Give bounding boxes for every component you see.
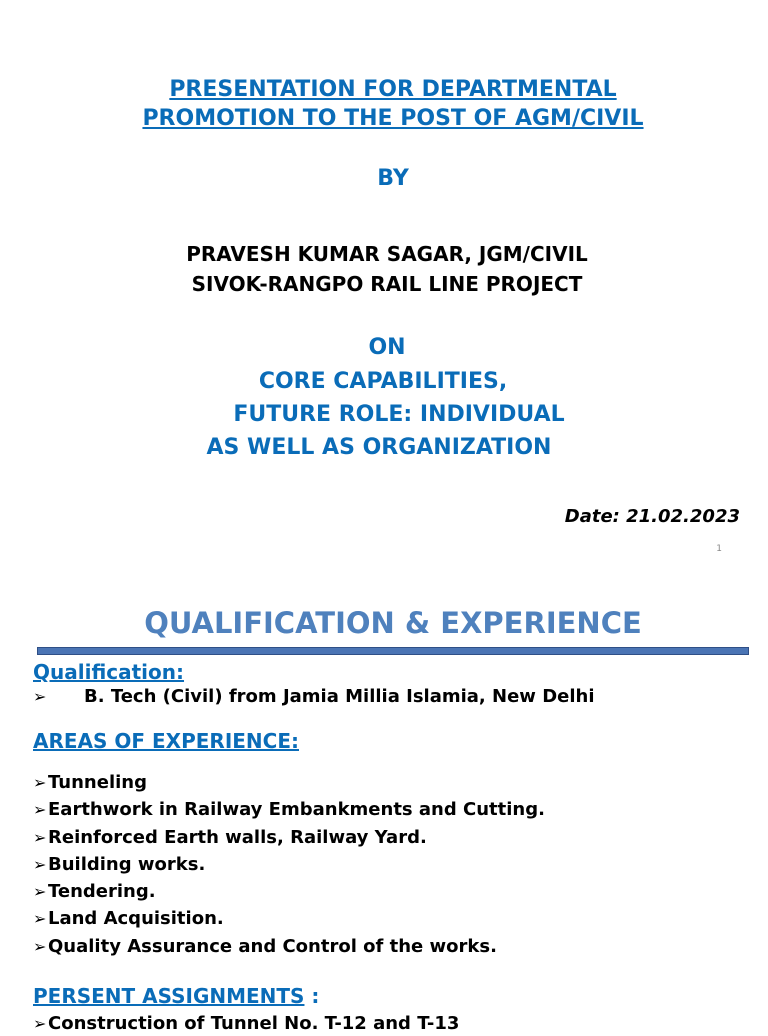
arrow-bullet-icon: ➢ [33,909,47,929]
list-item [33,851,545,878]
on-label: ON [368,335,406,360]
experience-text: Building works. [48,853,206,875]
qualification-label: Qualification: [33,660,185,684]
presentation-title-line-2: PROMOTION TO THE POST OF AGM/CIVIL [142,106,644,131]
experience-text: Land Acquisition. [48,908,224,930]
assignments-colon: : [304,984,320,1008]
topic-line-1: CORE CAPABILITIES, [258,369,508,394]
arrow-bullet-icon: ➢ [33,1014,47,1033]
arrow-bullet-icon: ➢ [33,800,47,820]
page-number: 1 [716,544,722,554]
list-item [33,933,545,960]
assignment-item [33,1012,459,1036]
arrow-bullet-icon: ➢ [33,854,47,874]
areas-heading [33,728,299,754]
experience-text: Tunneling [48,772,147,793]
experience-list [33,769,545,960]
arrow-bullet-icon: ➢ [33,936,47,956]
presentation-date: Date: 21.02.2023 [564,506,740,527]
author-name: PRAVESH KUMAR SAGAR, JGM/CIVIL [186,242,588,266]
list-item [33,905,545,932]
arrow-bullet-icon: ➢ [33,882,47,902]
experience-text: Reinforced Earth walls, Railway Yard. [48,826,427,848]
areas-label: AREAS OF EXPERIENCE: [33,729,299,753]
assignment-text: Construction of Tunnel No. T-12 and T-13 [48,1013,460,1034]
assignments-heading [33,983,319,1009]
experience-text: Earthwork in Railway Embankments and Cutting. [48,799,545,821]
list-item [33,878,545,905]
list-item [33,824,545,851]
arrow-bullet-icon: ➢ [33,827,47,847]
presentation-title-line-1: PRESENTATION FOR DEPARTMENTAL [169,77,617,102]
topic-line-3: AS WELL AS ORGANIZATION [206,435,552,460]
qualification-item [33,685,595,709]
heading-divider [37,647,749,655]
by-label: BY [377,166,409,191]
arrow-bullet-icon: ➢ [33,687,47,706]
qualification-slide [0,575,768,1034]
qualification-heading [33,659,184,685]
experience-text: Tendering. [48,881,156,903]
slide-heading: QUALIFICATION & EXPERIENCE [144,606,642,640]
experience-text: Quality Assurance and Control of the works. [48,935,497,957]
arrow-bullet-icon: ➢ [33,773,47,792]
topic-line-2: FUTURE ROLE: INDIVIDUAL [233,402,565,427]
assignments-label: PERSENT ASSIGNMENTS [33,984,305,1008]
list-item [33,769,545,796]
list-item [33,796,545,823]
author-project: SIVOK-RANGPO RAIL LINE PROJECT [191,272,583,296]
qualification-text: B. Tech (Civil) from Jamia Millia Islamia, New Delhi [84,686,595,707]
